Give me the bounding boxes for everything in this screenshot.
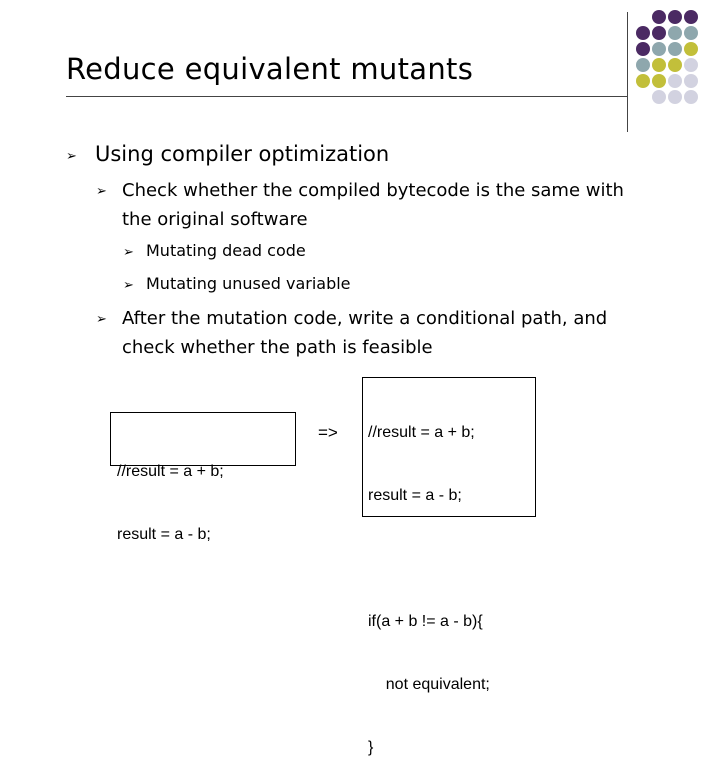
bullet-bytecode-check-line2: the original software: [122, 209, 308, 230]
decorative-dot: [652, 10, 666, 24]
decorative-dot: [636, 42, 650, 56]
decorative-dot: [684, 42, 698, 56]
code-line: not equivalent;: [368, 676, 490, 693]
code-line: //result = a + b;: [117, 463, 224, 480]
bullet-bytecode-check-line1: Check whether the compiled bytecode is the same with: [122, 180, 624, 201]
decorative-dot: [684, 90, 698, 104]
arrow-bullet-icon: ➢: [96, 312, 107, 327]
bullet-conditional-path-line2: check whether the path is feasible: [122, 337, 433, 358]
arrow-bullet-icon: ➢: [96, 184, 107, 199]
decorative-dot: [668, 58, 682, 72]
decorative-dot: [652, 42, 666, 56]
bullet-compiler-optimization: Using compiler optimization: [95, 142, 390, 166]
bullet-bytecode-check: [122, 176, 624, 234]
title-vertical-rule: [627, 12, 628, 132]
decorative-dot: [652, 58, 666, 72]
bullet-conditional-path: [122, 304, 607, 362]
decorative-dot: [668, 90, 682, 104]
page-title: Reduce equivalent mutants: [66, 52, 474, 86]
decorative-dot: [668, 74, 682, 88]
bullet-dead-code: Mutating dead code: [146, 241, 306, 260]
decorative-dot: [668, 42, 682, 56]
code-line: if(a + b != a - b){: [368, 613, 483, 630]
decorative-dot: [652, 90, 666, 104]
code-line: result = a - b;: [117, 526, 211, 543]
decorative-dot: [684, 74, 698, 88]
decorative-dot: [684, 58, 698, 72]
arrow-bullet-icon: ➢: [123, 245, 134, 260]
decorative-dot: [652, 26, 666, 40]
decorative-dot: [652, 74, 666, 88]
arrow-bullet-icon: ➢: [66, 149, 77, 164]
decorative-dot: [636, 26, 650, 40]
code-box-original: [110, 412, 296, 543]
decorative-dot: [668, 26, 682, 40]
code-line: }: [368, 739, 374, 756]
decorative-dot: [684, 26, 698, 40]
code-line: result = a - b;: [368, 487, 462, 504]
transform-arrow: =>: [318, 423, 338, 442]
decorative-dot: [636, 58, 650, 72]
arrow-bullet-icon: ➢: [123, 278, 134, 293]
decorative-dot: [668, 10, 682, 24]
bullet-unused-variable: Mutating unused variable: [146, 274, 351, 293]
code-box-mutated: [362, 377, 536, 756]
bullet-conditional-path-line1: After the mutation code, write a conditional path, and: [122, 308, 608, 329]
code-line: //result = a + b;: [368, 424, 475, 441]
code-line: [368, 548, 535, 569]
decorative-dot: [636, 74, 650, 88]
decorative-dot: [684, 10, 698, 24]
title-horizontal-rule: [66, 96, 628, 97]
